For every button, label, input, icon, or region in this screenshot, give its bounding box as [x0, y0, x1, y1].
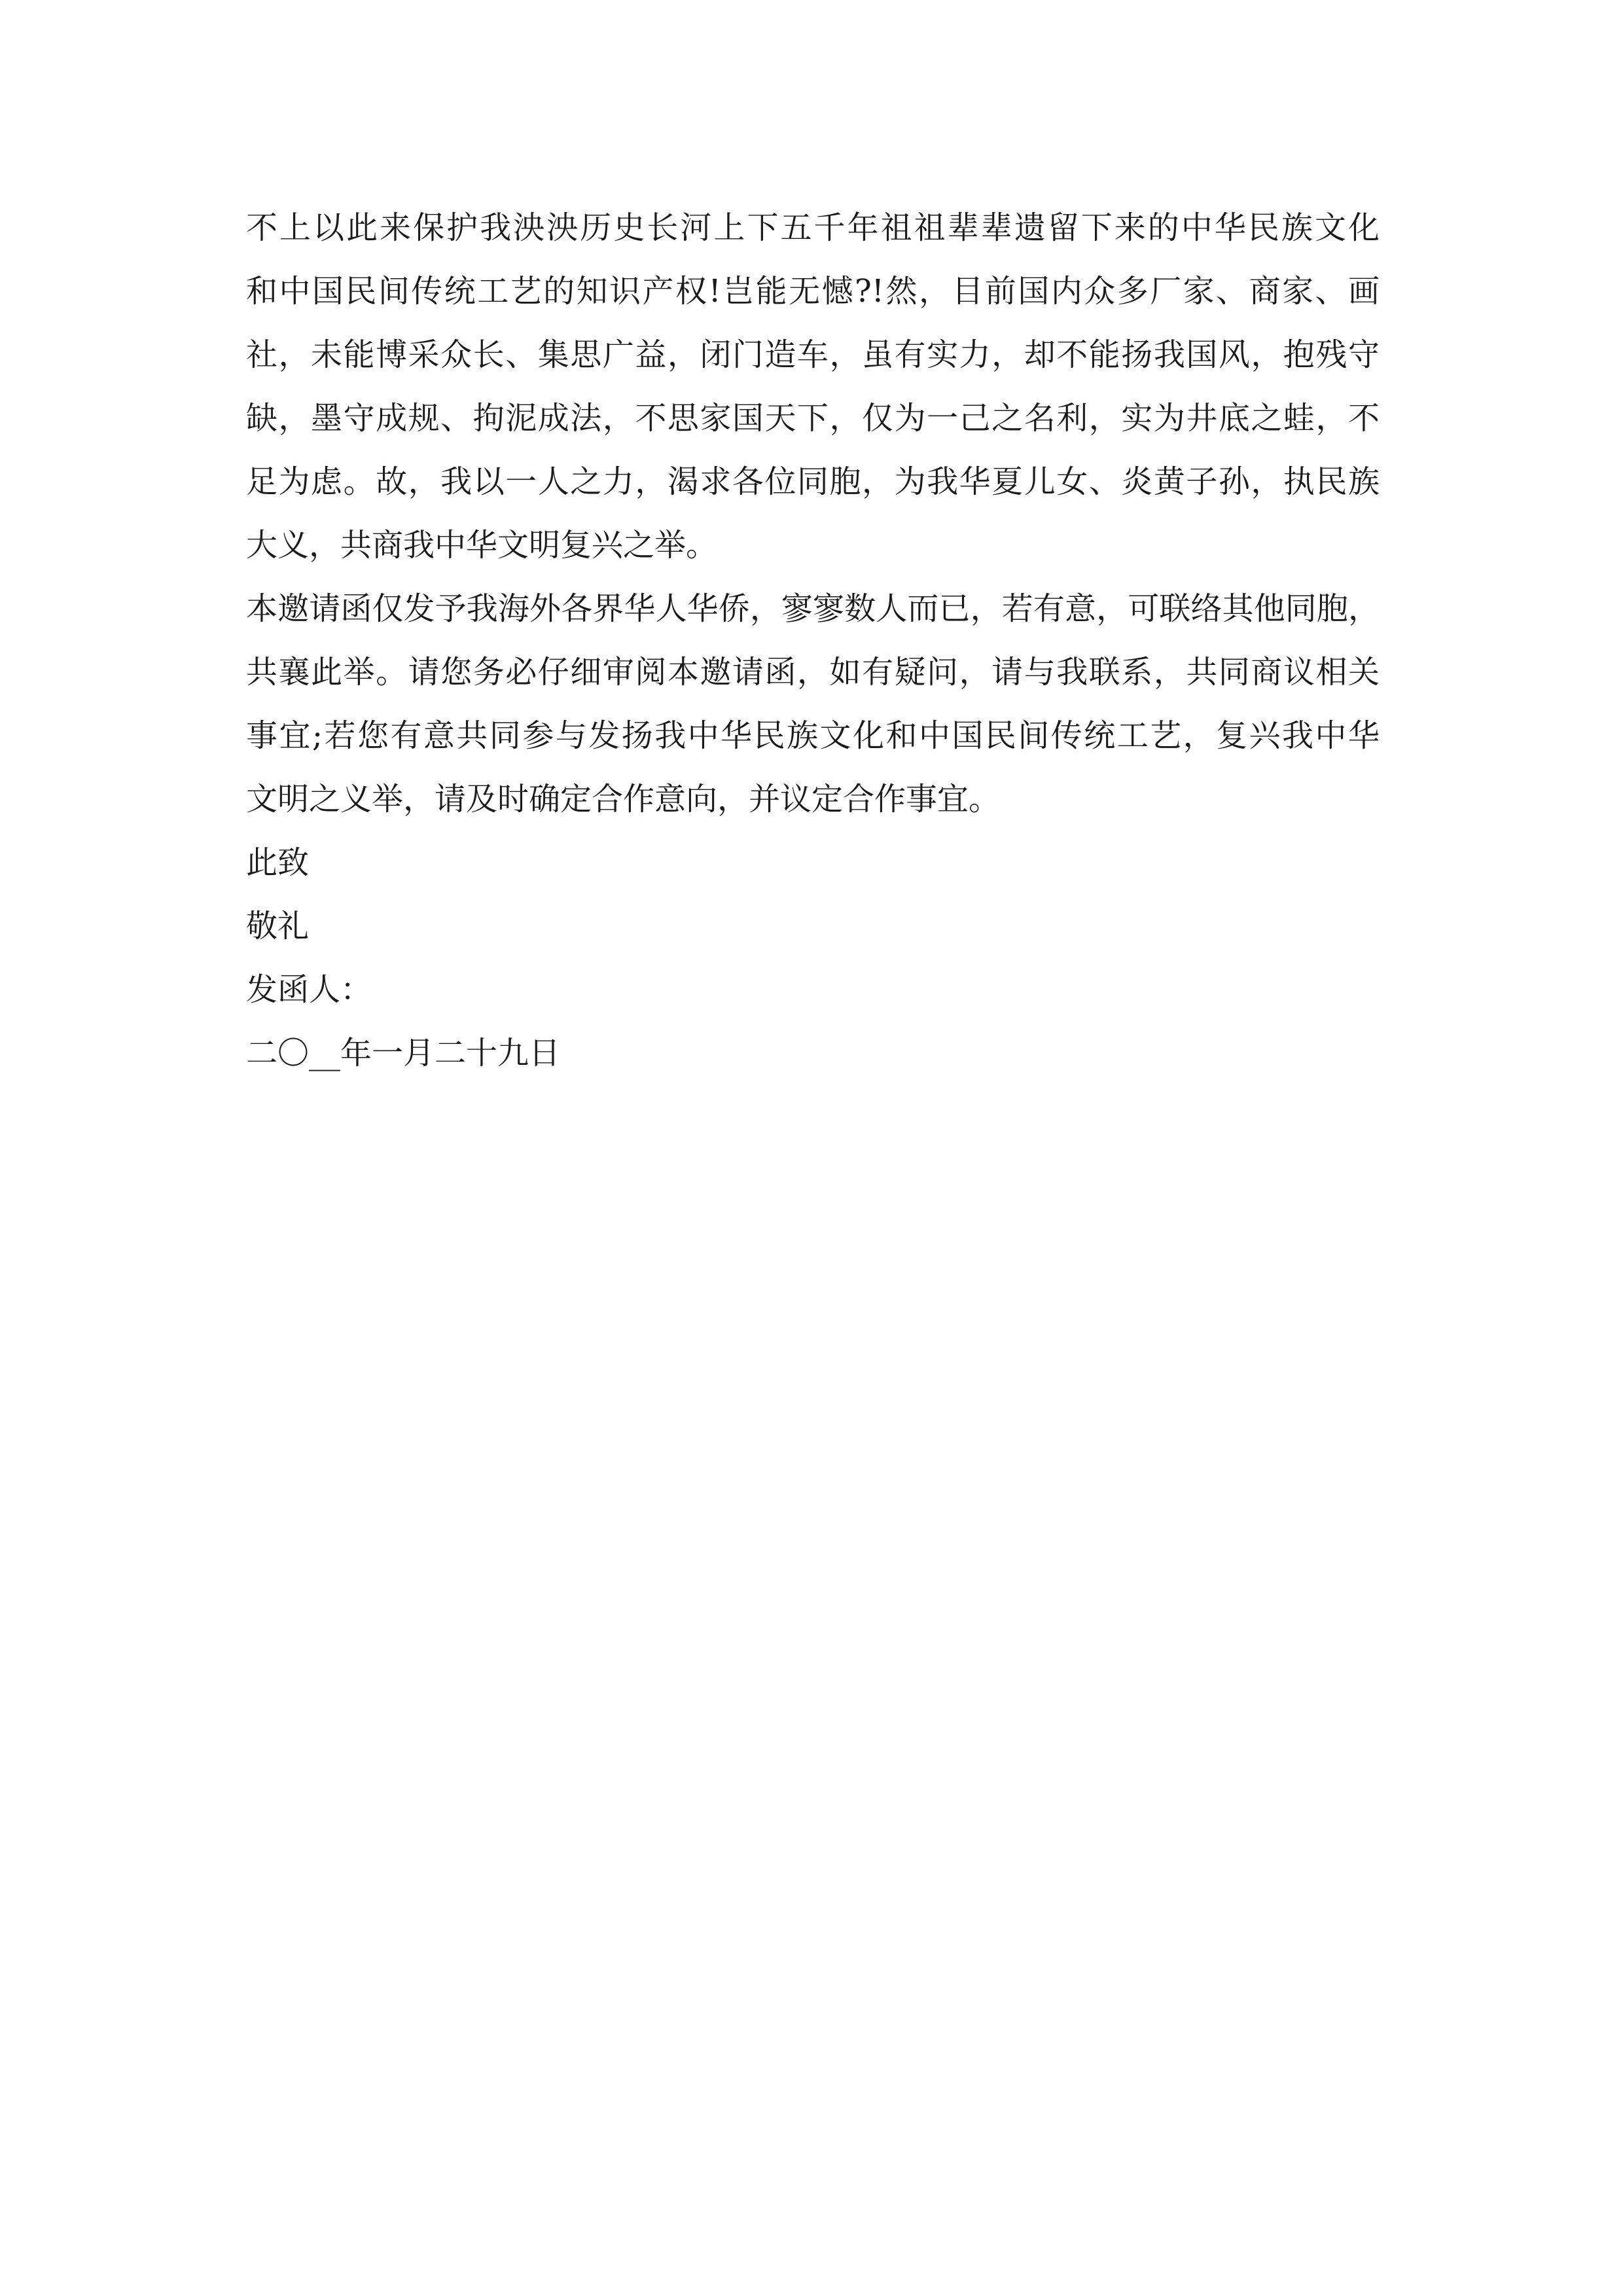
text-line: 共襄此举。请您务必仔细审阅本邀请函，如有疑问，请与我联系，共同商议相关 — [246, 654, 1380, 691]
text-line: 本邀请函仅发予我海外各界华人华侨，寥寥数人而已，若有意，可联络其他同胞， — [246, 590, 1380, 627]
letter-date: 二〇__年一月二十九日 — [246, 1035, 561, 1071]
letter-body — [246, 196, 1380, 1085]
paragraph-2 — [246, 577, 1380, 831]
text-line: 和中国民间传统工艺的知识产权!岂能无憾?!然，目前国内众多厂家、商家、画 — [246, 273, 1380, 310]
text-line: 文明之义举，请及时确定合作意向，并议定合作事宜。 — [246, 781, 1001, 817]
closing-salutation-1: 此致 — [246, 844, 310, 881]
paragraph-1 — [246, 196, 1380, 577]
text-line: 足为虑。故，我以一人之力，渴求各位同胞，为我华夏儿女、炎黄子孙，执民族 — [246, 463, 1380, 500]
text-line: 社，未能博采众长、集思广益，闭门造车，虽有实力，却不能扬我国风，抱残守 — [246, 336, 1380, 373]
text-line: 缺，墨守成规、拘泥成法，不思家国天下，仅为一己之名利，实为井底之蛙，不 — [246, 400, 1380, 437]
closing-salutation-2: 敬礼 — [246, 908, 310, 944]
sender-label: 发函人： — [246, 971, 372, 1008]
text-line: 大义，共商我中华文明复兴之举。 — [246, 527, 718, 564]
text-line: 事宜;若您有意共同参与发扬我中华民族文化和中国民间传统工艺，复兴我中华 — [246, 717, 1380, 754]
text-line: 不上以此来保护我泱泱历史长河上下五千年祖祖辈辈遗留下来的中华民族文化 — [246, 209, 1380, 246]
